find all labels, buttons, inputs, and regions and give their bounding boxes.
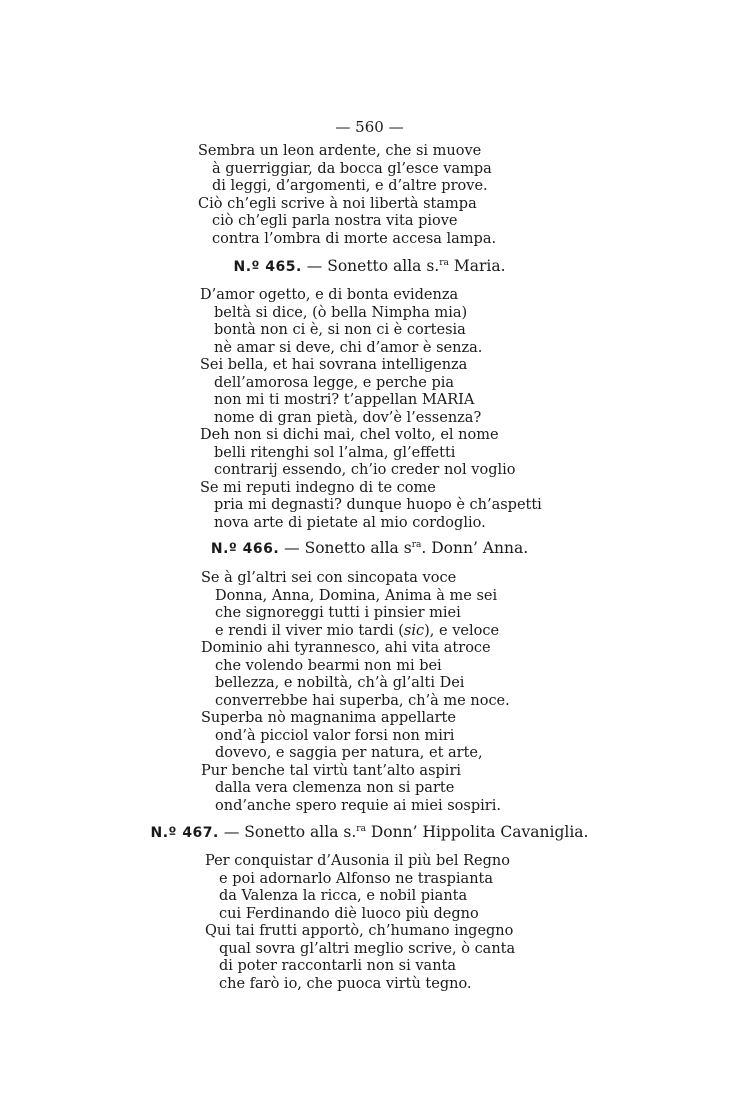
poem-line: ond’à picciol valor forsi non miri: [215, 727, 455, 744]
poem-line: Donna, Anna, Domina, Anima à me sei: [215, 587, 498, 604]
poem-line: converrebbe hai superba, ch’à me noce.: [215, 692, 510, 709]
poem-line: da Valenza la ricca, e nobil pianta: [219, 888, 468, 904]
poem-line: e rendi il viver mio tardi (sic), e veloce: [215, 622, 500, 639]
sonnet-body-465: [200, 287, 542, 532]
sonnet-heading-465: [0, 256, 739, 277]
sonnet-title-prefix: — Sonetto alla s.: [306, 257, 440, 275]
poem-line: ond’anche spero requie ai miei sospiri.: [215, 797, 501, 814]
poem-line: ciò ch’egli parla nostra vita piove: [212, 213, 458, 229]
poem-line: bellezza, e nobiltà, ch’à gl’alti Dei: [215, 675, 465, 691]
poem-line: belli ritenghi sol l’alma, gl’effetti: [214, 444, 456, 461]
continued-poem: [198, 143, 496, 248]
poem-line: Se à gl’altri sei con sincopata voce: [201, 570, 457, 586]
poem-line: beltà si dice, (ò bella Nimpha mia): [214, 304, 468, 321]
sonnet-title-sup: ra: [439, 257, 449, 268]
poem-line: pria mi degnasti? dunque huopo è ch’aspetti: [214, 497, 542, 513]
sonnet-heading-467: [0, 822, 739, 843]
poem-line: che farò io, che puoca virtù tegno.: [219, 975, 472, 992]
poem-line: Sei bella, et hai sovrana intelligenza: [200, 357, 468, 373]
sonnet-title-suffix: Donn’ Hippolita Cavaniglia.: [365, 823, 589, 841]
poem-line: nome di gran pietà, dov’è l’essenza?: [214, 409, 482, 426]
sonnet-number: N.º 467.: [150, 825, 219, 841]
poem-line: Pur benche tal virtù tant’alto aspiri: [201, 762, 462, 779]
poem-line: Se mi reputi indegno di te come: [200, 479, 436, 496]
poem-line: di poter raccontarli non si vanta: [219, 958, 457, 974]
sonnet-body-467: [205, 853, 515, 993]
poem-line: à guerriggiar, da bocca gl’esce vampa: [212, 160, 492, 177]
poem-line: Sembra un leon ardente, che si muove: [198, 143, 482, 159]
sonnet-title-suffix: . Donn’ Anna.: [421, 539, 529, 557]
sonnet-title-prefix: — Sonetto alla s.: [223, 823, 357, 841]
poem-line: bontà non ci è, si non ci è cortesia: [214, 322, 466, 338]
sonnet-title-suffix: Maria.: [448, 257, 506, 275]
poem-line: Qui tai frutti apportò, ch’humano ingegno: [205, 923, 514, 939]
poem-line: e poi adornarlo Alfonso ne traspianta: [219, 870, 493, 887]
poem-line: Per conquistar d’Ausonia il più bel Regno: [205, 853, 510, 869]
sonnet-title-prefix: — Sonetto alla s: [284, 539, 412, 557]
poem-line: Deh non si dichi mai, chel volto, el nome: [200, 427, 499, 443]
poem-line: di leggi, d’argomenti, e d’altre prove.: [212, 178, 488, 194]
poem-line: D’amor ogetto, e di bonta evidenza: [200, 287, 459, 303]
sonnet-body-466: [201, 570, 510, 815]
poem-line: dalla vera clemenza non si parte: [215, 780, 455, 796]
poem-line: qual sovra gl’altri meglio scrive, ò canta: [219, 940, 516, 957]
sonnet-title-sup: ra: [411, 539, 422, 550]
page-number: — 560 —: [335, 118, 404, 136]
sonnet-heading-466: [0, 538, 739, 559]
poem-line: Superba nò magnanima appellarte: [201, 710, 456, 726]
poem-line: dell’amorosa legge, e perche pia: [214, 374, 455, 391]
poem-line: nè amar si deve, chi d’amor è senza.: [214, 339, 483, 356]
poem-line: dovevo, e saggia per natura, et arte,: [215, 745, 483, 761]
poem-line: nova arte di pietate al mio cordoglio.: [214, 514, 486, 531]
poem-line: contrarij essendo, ch’io creder nol voglio: [214, 462, 516, 478]
poem-line: non mi ti mostri? t’appellan MARIA: [214, 392, 475, 408]
poem-line: che volendo bearmi non mi bei: [215, 657, 442, 674]
poem-line: Dominio ahi tyrannesco, ahi vita atroce: [201, 640, 491, 656]
sonnet-number: N.º 466.: [210, 541, 280, 557]
sonnet-title-sup: ra: [356, 823, 366, 834]
poem-line: cui Ferdinando diè luoco più degno: [219, 905, 479, 922]
poem-line: contra l’ombra di morte accesa lampa.: [212, 230, 497, 247]
sonnet-number: N.º 465.: [233, 259, 302, 275]
poem-line: che signoreggi tutti i pinsier miei: [215, 605, 461, 621]
poem-line: Ciò ch’egli scrive à noi libertà stampa: [198, 195, 477, 212]
